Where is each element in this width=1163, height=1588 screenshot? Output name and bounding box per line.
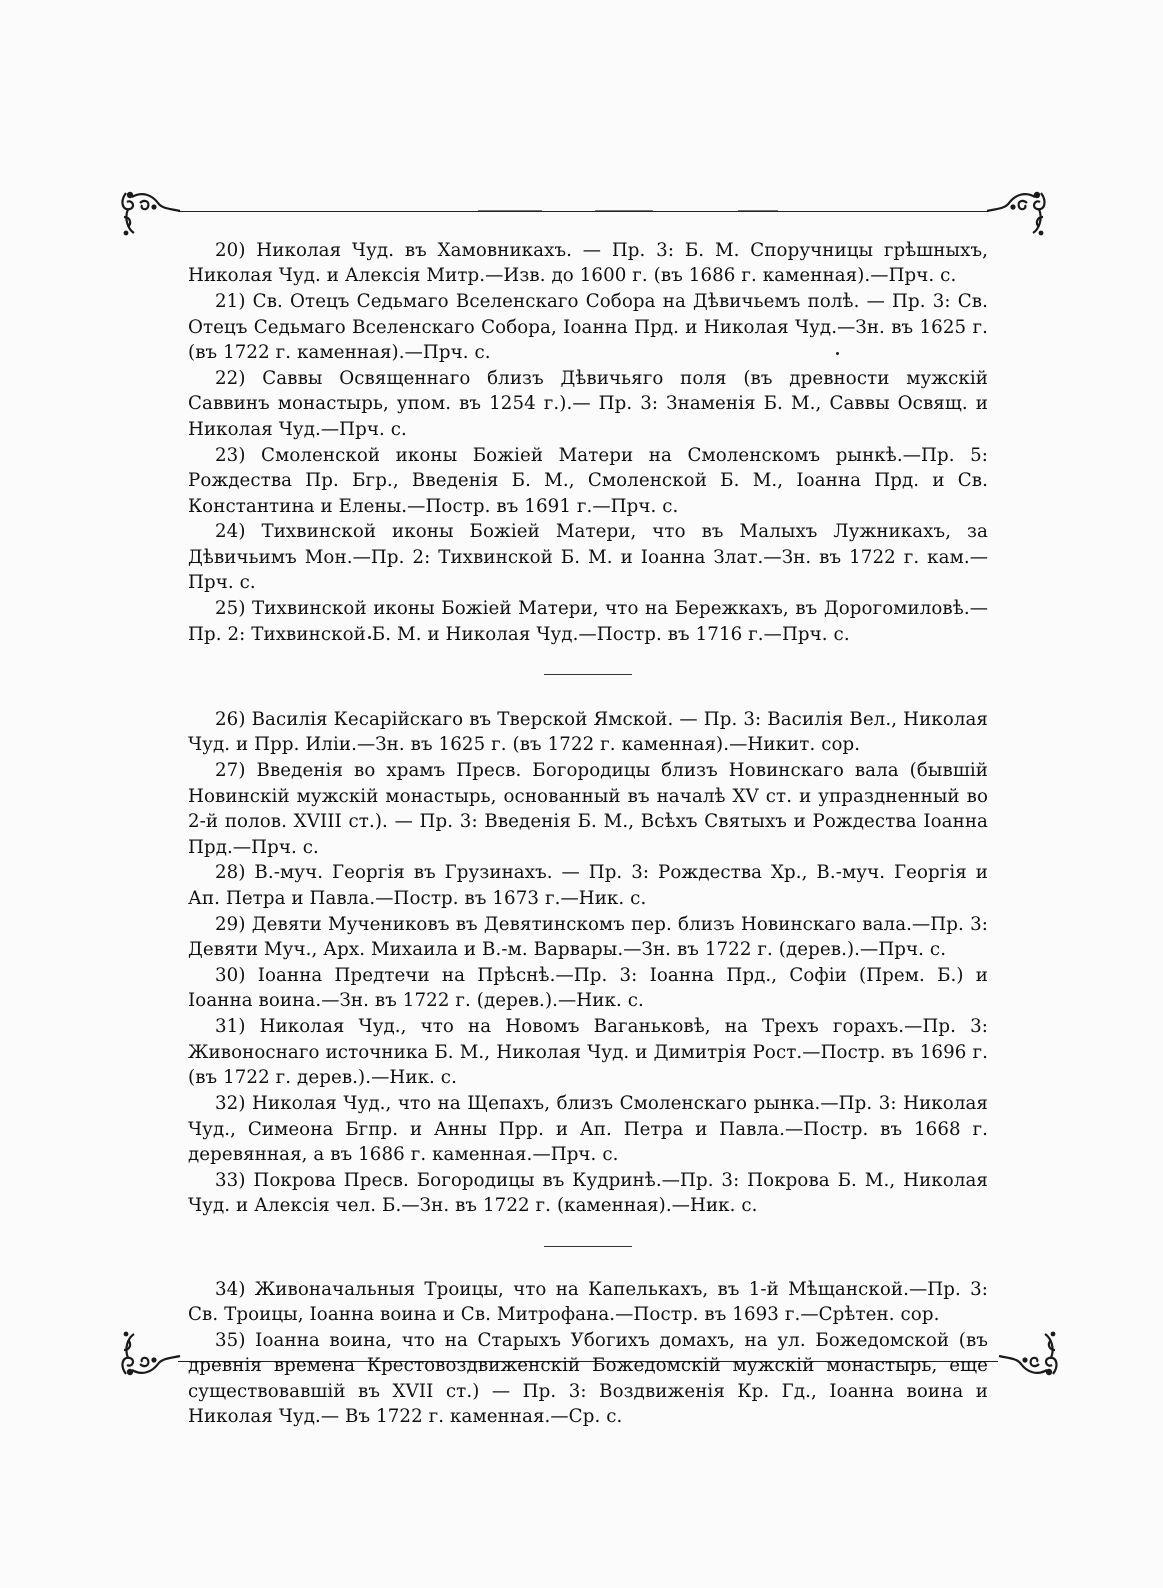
frame-top-line bbox=[178, 211, 988, 212]
entry-32: 32) Николая Чуд., что на Щепахъ, близъ Смоленскаго рынка.—Пр. 3: Николая Чуд., Симеона Бгпр. и Анны Прр. и Ап. Петра и Павла.—Постр. въ 1668 г. деревянная, а въ 1686 г. каменная.—Прч. с. bbox=[188, 1093, 988, 1165]
entry-35: 35) Іоанна воина, что на Старыхъ Убогихъ домахъ, на ул. Божедомской (въ древнія времена Крестовоздвиженскій Божедомскій мужскій монастырь, еще существовавшій въ XVII ст.) — Пр. 3: Воздвиженія Кр. Гд., Іоанна воина и Николая Чуд.— Въ 1722 г. каменная.—Ср. с. bbox=[188, 1329, 989, 1428]
entry-26: 26) Василія Кесарійскаго въ Тверской Ямской. — Пр. 3: Василія Вел., Николая Чуд. и Прр. Иліи.—Зн. въ 1625 г. (въ 1722 г. каменная).—Никит. сор. bbox=[188, 709, 988, 756]
frame-top-dash bbox=[738, 210, 778, 211]
entry-30: 30) Іоанна Предтечи на Прѣснѣ.—Пр. 3: Іоанна Прд., Софіи (Прем. Б.) и Іоанна воина.—Зн. въ 1722 г. (дерев.).—Ник. с. bbox=[188, 965, 988, 1012]
entry-28: 28) В.-муч. Георгія въ Грузинахъ. — Пр. 3: Рождества Хр., В.-муч. Георгія и Ап. Петра и Павла.—Постр. въ 1673 г.—Ник. с. bbox=[188, 862, 988, 909]
entry-29: 29) Девяти Мучениковъ въ Девятинскомъ пер. близъ Новинскаго вала.—Пр. 3: Девяти Муч., Арх. Михаила и В.-м. Варвары.—Зн. въ 1722 г. (дерев.).—Прч. с. bbox=[188, 913, 988, 961]
entry-33: 33) Покрова Пресв. Богородицы въ Кудринѣ.—Пр. 3: Покрова Б. М., Николая Чуд. и Алексія чел. Б.—Зн. въ 1722 г. (каменная).—Ник. с. bbox=[188, 1169, 988, 1217]
section-separator bbox=[544, 674, 632, 675]
frame-top-dash bbox=[478, 210, 542, 211]
corner-ornament-bottom-right bbox=[995, 1328, 1061, 1380]
entry-21: 21) Св. Отецъ Седьмаго Вселенскаго Собора на Дѣвичьемъ полѣ. — Пр. 3: Св. Отецъ Седьмаго Вселенскаго Собора, Іоанна Прд. и Николая Чуд.—Зн. въ 1625 г. (въ 1722 г. каменная).—Прч. с. bbox=[188, 291, 988, 364]
entry-23: 23) Смоленской иконы Божіей Матери на Смоленскомъ рынкѣ.—Пр. 5: Рождества Пр. Бгр., Введенія Б. М., Смоленской Б. М., Іоанна Прд. и Св. Константина и Елены.—Постр. въ 1691 г.—Прч. с. bbox=[188, 444, 988, 517]
entry-25: 25) Тихвинской иконы Божіей Матери, что на Бережкахъ, въ Дорогомиловѣ.— Пр. 2: Тихвинской Б. М. и Николая Чуд.—Постр. въ 1716 г.—Прч. с. bbox=[188, 598, 988, 645]
corner-ornament-bottom-left bbox=[118, 1328, 184, 1380]
corner-ornament-top-left bbox=[118, 187, 184, 239]
entry-20: 20) Николая Чуд. въ Хамовникахъ. — Пр. 3: Б. М. Споручницы грѣшныхъ, Николая Чуд. и Алексія Митр.—Изв. до 1600 г. (въ 1686 г. каменная).—Прч. с. bbox=[188, 240, 988, 287]
entry-27: 27) Введенія во храмъ Пресв. Богородицы близъ Новинскаго вала (бывшій Новинскій мужскій монастырь, основанный въ началѣ XV ст. и упраздненный во 2-й полов. XVIII ст.). — Пр. 3: Введенія Б. М., Всѣхъ Святыхъ и Рождества Іоанна Прд.—Прч. с. bbox=[188, 760, 988, 858]
entry-24: 24) Тихвинской иконы Божіей Матери, что въ Малыхъ Лужникахъ, за Дѣвичьимъ Мон.—Пр. 2: Тихвинской Б. М. и Іоанна Злат.—Зн. въ 1722 г. кам.—Прч. с. bbox=[188, 521, 988, 594]
entry-31: 31) Николая Чуд., что на Новомъ Ваганьковѣ, на Трехъ горахъ.—Пр. 3: Живоноснаго источника Б. М., Николая Чуд. и Димитрія Рост.—Постр. въ 1696 г. (въ 1722 г. дерев.).—Ник. с. bbox=[188, 1016, 988, 1089]
entry-22: 22) Саввы Освященнаго близъ Дѣвичьяго поля (въ древности мужскій Саввинъ монастырь, упом. въ 1254 г.).— Пр. 3: Знаменія Б. М., Саввы Освящ. и Николая Чуд.—Прч. с. bbox=[188, 368, 988, 440]
section-separator bbox=[544, 1246, 632, 1247]
corner-ornament-top-right bbox=[983, 187, 1049, 239]
frame-top-dash bbox=[595, 210, 653, 211]
page-text bbox=[188, 238, 988, 1430]
entry-34: 34) Живоначальныя Троицы, что на Капелькахъ, въ 1-й Мѣщанской.—Пр. 3: Св. Троицы, Іоанна воина и Св. Митрофана.—Постр. въ 1693 г.—Срѣтен. сор. bbox=[188, 1278, 988, 1326]
